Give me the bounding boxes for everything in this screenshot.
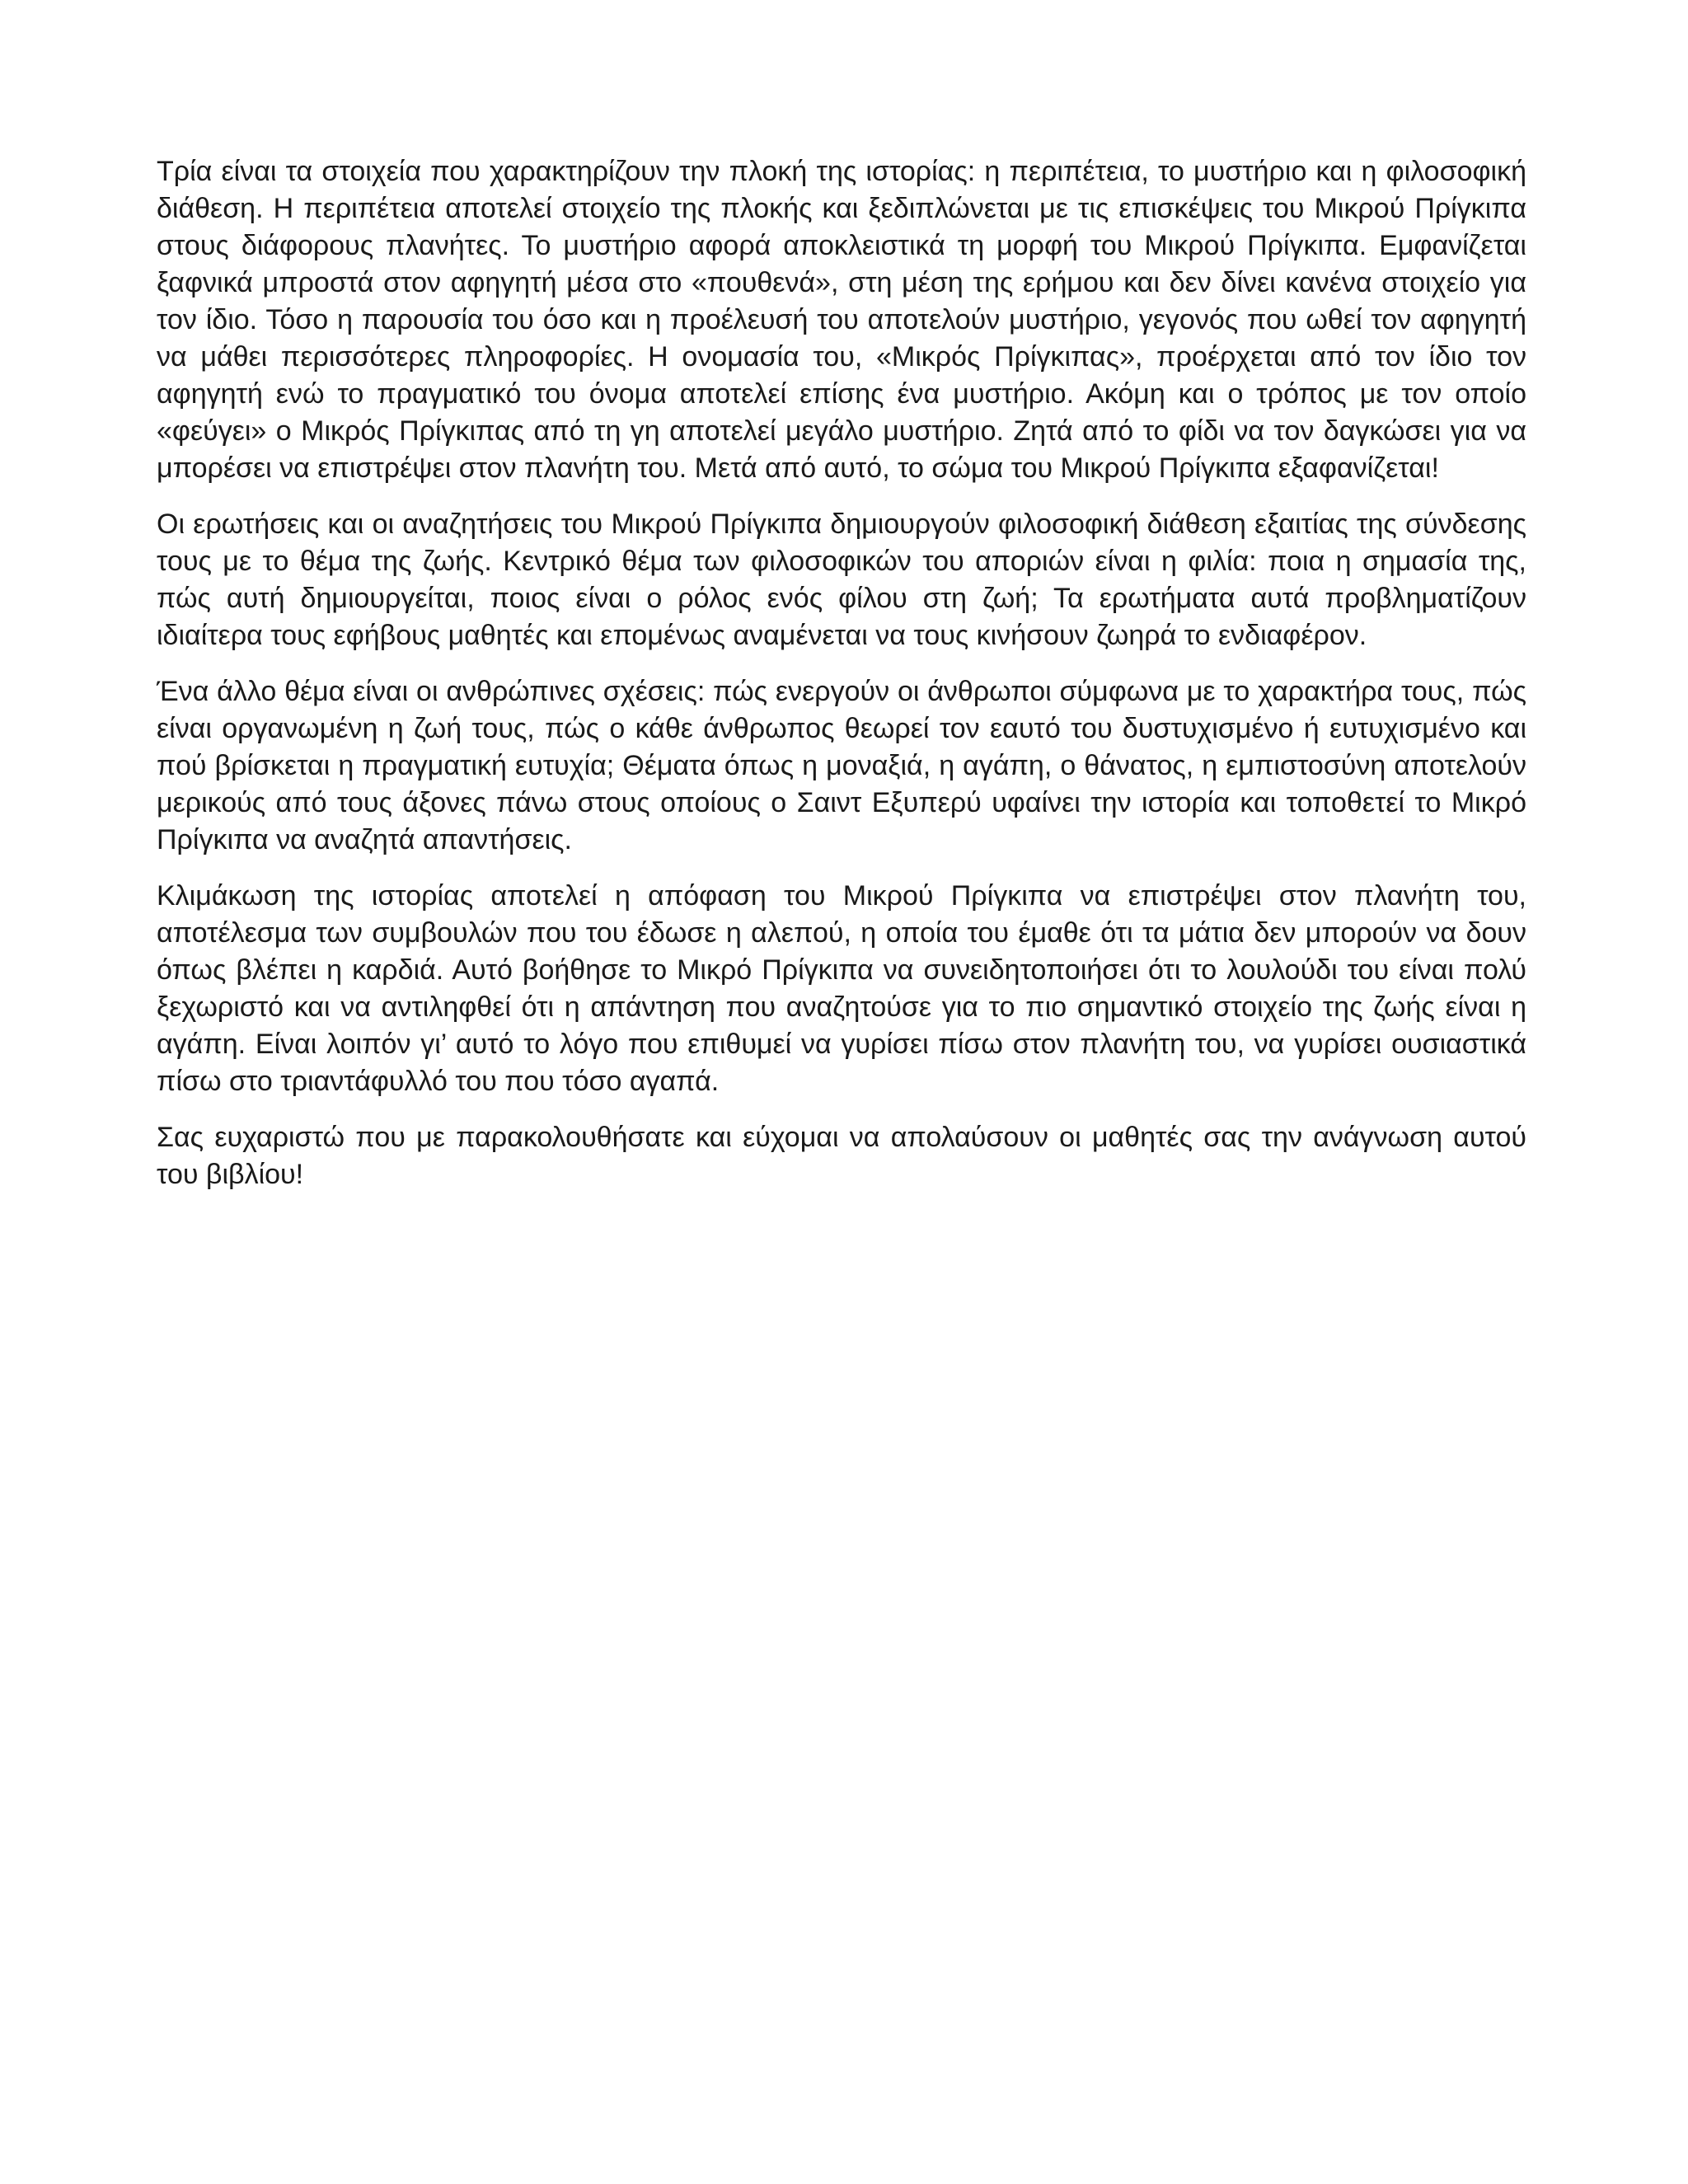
document-body	[157, 153, 1526, 1212]
paragraph-philosophical-mood: Οι ερωτήσεις και οι αναζητήσεις του Μικρού Πρίγκιπα δημιουργούν φιλοσοφική διάθεση εξαιτίας της σύνδεσης τους με το θέμα της ζωής. Κεντρικό θέμα των φιλοσοφικών του αποριών είναι η φιλία: ποια η σημασία της, πώς αυτή δημιουργείται, ποιος είναι ο ρόλος ενός φίλου στη ζωή; Τα ερωτήματα αυτά προβληματίζουν ιδιαίτερα τους εφήβους μαθητές και επομένως αναμένεται να τους κινήσουν ζωηρά το ενδιαφέρον.	[157, 509, 1526, 651]
paragraph-elements-of-plot: Τρία είναι τα στοιχεία που χαρακτηρίζουν την πλοκή της ιστορίας: η περιπέτεια, το μυστήριο και η φιλοσοφική διάθεση. Η περιπέτεια αποτελεί στοιχείο της πλοκής και ξεδιπλώνεται με τις επισκέψεις του Μικρού Πρίγκιπα στους διάφορους πλανήτες. Το μυστήριο αφορά αποκλειστικά τη μορφή του Μικρού Πρίγκιπα. Εμφανίζεται ξαφνικά μπροστά στον αφηγητή μέσα στο «πουθενά», στη μέση της ερήμου και δεν δίνει κανένα στοιχείο για τον ίδιο. Τόσο η παρουσία του όσο και η προέλευσή του αποτελούν μυστήριο, γεγονός που ωθεί τον αφηγητή να μάθει περισσότερες πληροφορίες. Η ονομασία του, «Μικρός Πρίγκιπας», προέρχεται από τον ίδιο τον αφηγητή ενώ το πραγματικό του όνομα αποτελεί επίσης ένα μυστήριο. Ακόμη και ο τρόπος με τον οποίο «φεύγει» ο Μικρός Πρίγκιπας από τη γη αποτελεί μεγάλο μυστήριο. Ζητά από το φίδι να τον δαγκώσει για να μπορέσει να επιστρέψει στον πλανήτη του. Μετά από αυτό, το σώμα του Μικρού Πρίγκιπα εξαφανίζεται!	[157, 156, 1526, 484]
paragraph-human-relationships: Ένα άλλο θέμα είναι οι ανθρώπινες σχέσεις: πώς ενεργούν οι άνθρωποι σύμφωνα με το χαρακτήρα τους, πώς είναι οργανωμένη η ζωή τους, πώς ο κάθε άνθρωπος θεωρεί τον εαυτό του δυστυχισμένο ή ευτυχισμένο και πού βρίσκεται η πραγματική ευτυχία; Θέματα όπως η μοναξιά, η αγάπη, ο θάνατος, η εμπιστοσύνη αποτελούν μερικούς από τους άξονες πάνω στους οποίους ο Σαιντ Εξυπερύ υφαίνει την ιστορία και τοποθετεί το Μικρό Πρίγκιπα να αναζητά απαντήσεις.	[157, 676, 1526, 855]
paragraph-closing-thanks: Σας ευχαριστώ που με παρακολουθήσατε και εύχομαι να απολαύσουν οι μαθητές σας την ανάγνωση αυτού του βιβλίου!	[157, 1122, 1526, 1190]
paragraph-climax: Κλιμάκωση της ιστορίας αποτελεί η απόφαση του Μικρού Πρίγκιπα να επιστρέψει στον πλανήτη του, αποτέλεσμα των συμβουλών που του έδωσε η αλεπού, η οποία του έμαθε ότι τα μάτια δεν μπορούν να δουν όπως βλέπει η καρδιά. Αυτό βοήθησε το Μικρό Πρίγκιπα να συνειδητοποιήσει ότι το λουλούδι του είναι πολύ ξεχωριστό και να αντιληφθεί ότι η απάντηση που αναζητούσε για το πιο σημαντικό στοιχείο της ζωής είναι η αγάπη. Είναι λοιπόν γι’ αυτό το λόγο που επιθυμεί να γυρίσει πίσω στον πλανήτη του, να γυρίσει ουσιαστικά πίσω στο τριαντάφυλλό του που τόσο αγαπά.	[157, 880, 1526, 1097]
